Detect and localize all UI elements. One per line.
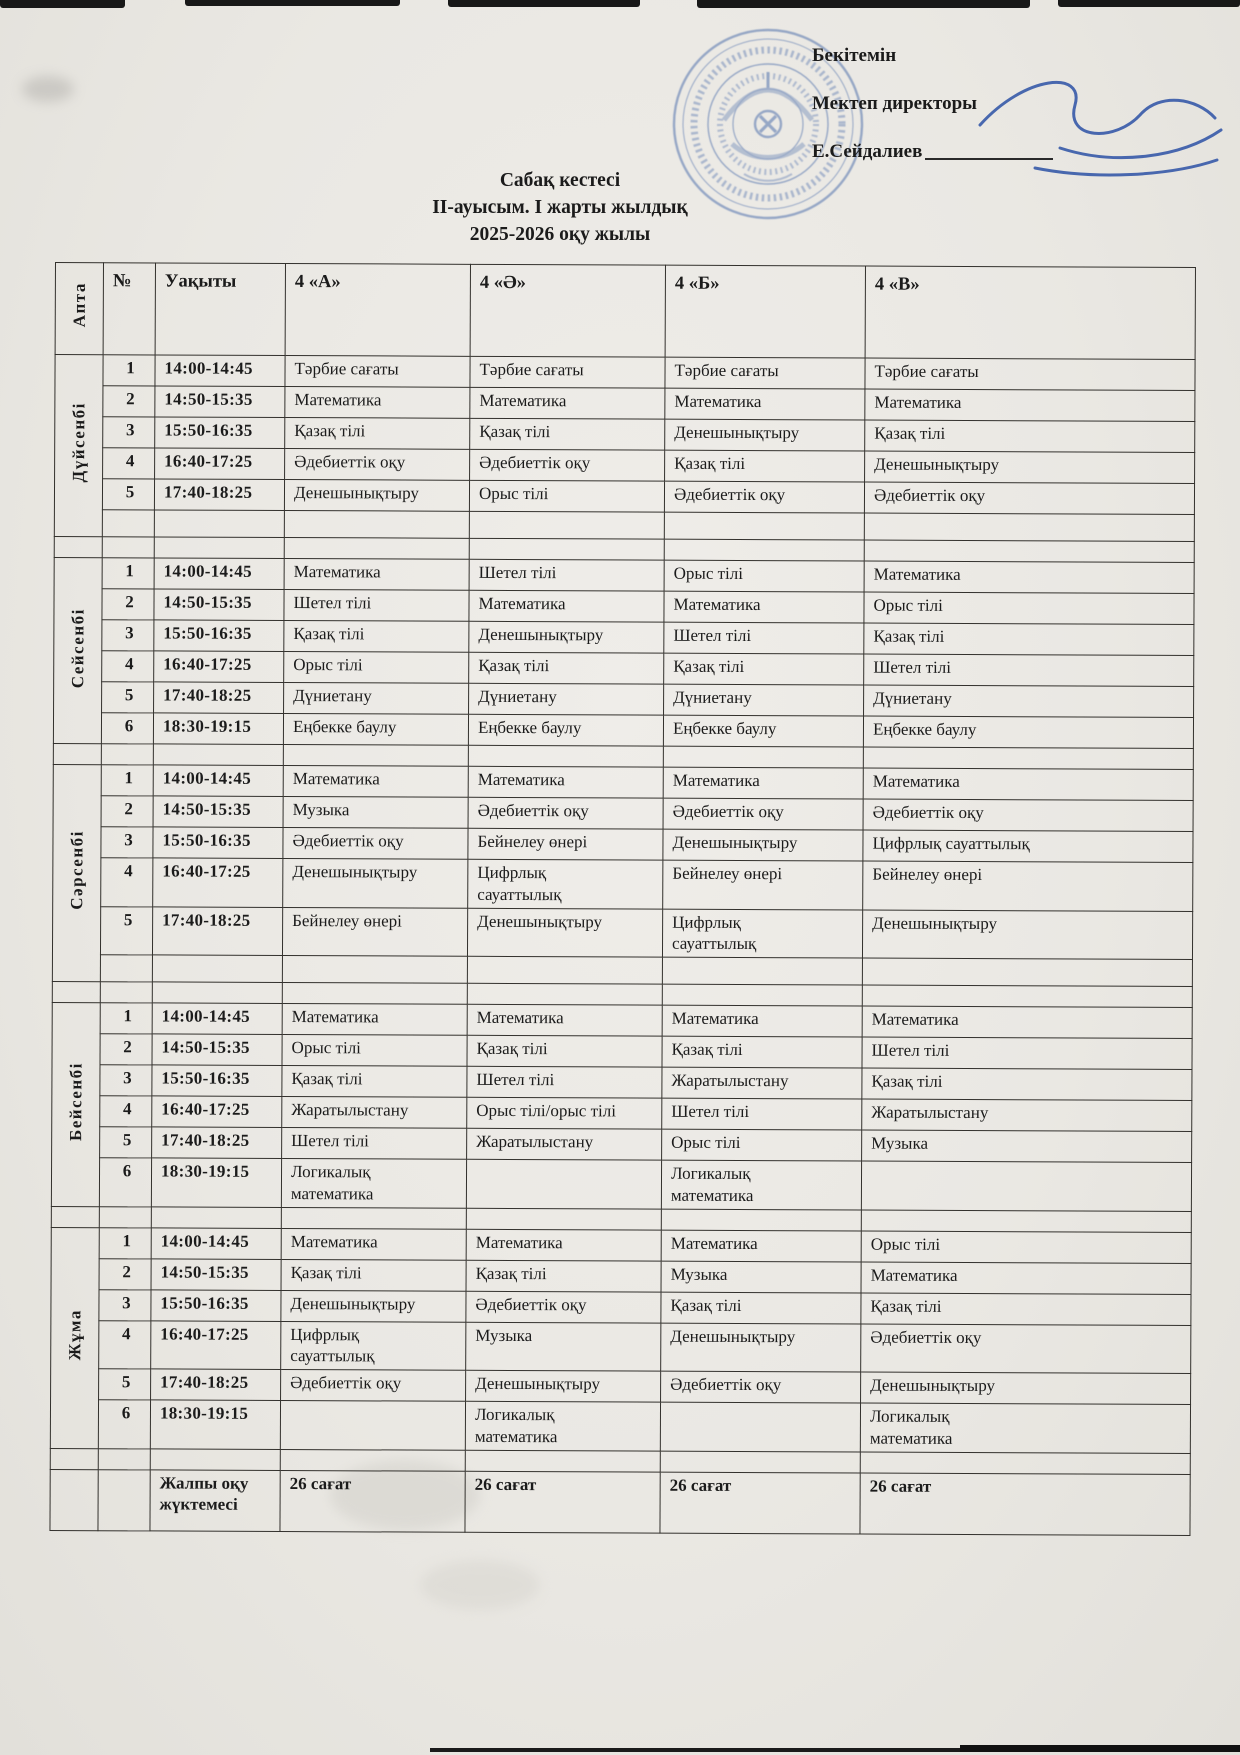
total-row xyxy=(50,1469,1190,1535)
scan-mark xyxy=(0,0,125,8)
lesson-time-cell: 17:40-18:25 xyxy=(151,1369,281,1401)
lesson-number-cell: 1 xyxy=(102,558,154,589)
lesson-row xyxy=(53,764,1193,800)
lesson-time-cell: 18:30-19:15 xyxy=(151,1158,281,1207)
day-label-cell xyxy=(50,1227,99,1448)
lesson-cell: Денешынықтыру xyxy=(862,910,1192,960)
lesson-cell: Әдебиеттік оқу xyxy=(863,799,1193,831)
lesson-cell: Қазақ тілі xyxy=(661,1292,861,1324)
scan-mark xyxy=(448,0,640,7)
lesson-cell: Бейнелеу өнері xyxy=(863,861,1193,911)
lesson-time-cell: 18:30-19:15 xyxy=(150,1400,280,1449)
lesson-cell: Математика xyxy=(665,388,865,420)
header-num: № xyxy=(103,263,155,355)
lesson-cell: Орыс тілі xyxy=(282,1034,467,1066)
lesson-time-cell: 17:40-18:25 xyxy=(152,1127,282,1159)
empty-cell xyxy=(664,512,864,540)
lesson-number-cell: 5 xyxy=(102,682,154,713)
lesson-cell: Математика xyxy=(864,561,1194,593)
separator-cell xyxy=(280,1449,465,1471)
lesson-cell: Шетел тілі xyxy=(662,1098,862,1130)
separator-cell xyxy=(154,537,284,559)
lesson-cell: Еңбекке баулу xyxy=(863,716,1193,748)
separator-cell xyxy=(51,1206,99,1227)
lesson-cell: Еңбекке баулу xyxy=(468,714,663,746)
lesson-cell: Дүниетану xyxy=(864,685,1194,717)
lesson-number-cell: 6 xyxy=(99,1158,151,1207)
lesson-cell: Математика xyxy=(664,591,864,623)
total-value-cell: 26 сағат xyxy=(660,1472,860,1534)
day-name: Сәрсенбі xyxy=(66,830,87,911)
lesson-cell: Денешынықтыру xyxy=(281,1290,466,1322)
separator-cell xyxy=(862,985,1192,1007)
lesson-cell: Шетел тілі xyxy=(282,1127,467,1159)
lesson-cell: Жаратылыстану xyxy=(662,1067,862,1099)
empty-cell xyxy=(100,955,152,982)
lesson-time-cell: 15:50-16:35 xyxy=(152,1065,282,1097)
lesson-cell: Бейнелеу өнері xyxy=(663,860,863,909)
lesson-time-cell: 16:40-17:25 xyxy=(152,1096,282,1128)
separator-cell xyxy=(54,536,102,557)
lesson-time-cell: 14:50-15:35 xyxy=(152,1034,282,1066)
lesson-number-cell: 1 xyxy=(99,1227,151,1258)
lesson-row xyxy=(54,681,1194,717)
header-time: Уақыты xyxy=(155,263,285,356)
director-name: Е.Сейдалиев xyxy=(812,141,923,162)
lesson-number-cell: 1 xyxy=(103,355,155,386)
lesson-row xyxy=(55,417,1195,453)
lesson-cell: Әдебиеттік оқу xyxy=(661,1371,861,1403)
header-day-label: Апта xyxy=(69,282,89,328)
lesson-cell: Қазақ тілі xyxy=(865,420,1195,452)
scan-mark xyxy=(1058,0,1240,7)
lesson-cell: Орыс тілі xyxy=(864,592,1194,624)
lesson-cell: Шетел тілі xyxy=(864,654,1194,686)
lesson-cell: Орыс тілі xyxy=(664,560,864,592)
lesson-cell: Бейнелеу өнері xyxy=(282,907,467,956)
lesson-cell: Шетел тілі xyxy=(469,559,664,591)
empty-cell xyxy=(662,957,862,985)
lesson-cell: Қазақ тілі xyxy=(285,418,470,450)
lesson-cell: Математика xyxy=(283,766,468,798)
total-day-cell xyxy=(50,1469,98,1530)
separator-cell xyxy=(467,983,662,1005)
lesson-cell: Денешынықтыру xyxy=(467,908,662,957)
day-name: Бейсенбі xyxy=(65,1061,86,1141)
header-class-4a: 4 «А» xyxy=(285,264,470,357)
day-label-cell xyxy=(54,355,103,537)
separator-cell xyxy=(52,981,100,1002)
empty-cell xyxy=(469,511,664,539)
lesson-time-cell: 14:50-15:35 xyxy=(155,386,285,418)
lesson-number-cell: 6 xyxy=(98,1400,150,1449)
lesson-time-cell: 18:30-19:15 xyxy=(153,713,283,745)
lesson-cell: Қазақ тілі xyxy=(282,1065,467,1097)
lesson-cell: Математика xyxy=(663,767,863,799)
lesson-cell: Қазақ тілі xyxy=(284,621,469,653)
lesson-cell: Цифрлық сауаттылық xyxy=(281,1321,466,1370)
lesson-cell: Дүниетану xyxy=(664,684,864,716)
lesson-time-cell: 14:50-15:35 xyxy=(154,589,284,621)
lesson-number-cell: 6 xyxy=(101,713,153,744)
separator-cell xyxy=(284,538,469,560)
lesson-cell: Орыс тілі/орыс тілі xyxy=(467,1097,662,1129)
lesson-cell: Математика xyxy=(282,1003,467,1035)
lesson-time-cell: 14:00-14:45 xyxy=(152,1003,282,1035)
lesson-time-cell: 14:00-14:45 xyxy=(153,765,283,797)
separator-cell xyxy=(863,747,1193,769)
header-class-4v: 4 «В» xyxy=(865,266,1195,359)
total-value-cell: 26 сағат xyxy=(280,1470,465,1532)
pencil-smudge xyxy=(22,76,74,102)
day-name: Дүйсенбі xyxy=(68,402,89,483)
lesson-time-cell: 16:40-17:25 xyxy=(153,858,283,907)
lesson-cell: Тәрбие сағаты xyxy=(285,356,470,388)
lesson-cell: Орыс тілі xyxy=(284,652,469,684)
lesson-cell: Орыс тілі xyxy=(861,1231,1191,1263)
total-num-cell xyxy=(98,1469,150,1530)
lesson-cell: Математика xyxy=(862,1006,1192,1038)
lesson-row xyxy=(54,479,1194,515)
empty-cell xyxy=(864,513,1194,541)
lesson-cell: Әдебиеттік оқу xyxy=(470,449,665,481)
separator-cell xyxy=(468,745,663,767)
separator-cell xyxy=(664,539,864,561)
separator-cell xyxy=(98,1448,150,1469)
lesson-row xyxy=(54,619,1194,655)
lesson-cell: Шетел тілі xyxy=(664,622,864,654)
empty-cell xyxy=(862,958,1192,986)
lesson-cell: Логикалық математика xyxy=(661,1160,861,1209)
lesson-cell: Логикалық математика xyxy=(465,1401,660,1450)
header-day-column xyxy=(55,263,103,355)
separator-cell xyxy=(662,984,862,1006)
separator-cell xyxy=(661,1209,861,1231)
lesson-cell: Шетел тілі xyxy=(862,1037,1192,1069)
lesson-cell: Еңбекке баулу xyxy=(283,714,468,746)
lesson-cell: Денешынықтыру xyxy=(469,621,664,653)
lesson-time-cell: 14:00-14:45 xyxy=(154,558,284,590)
lesson-cell: Денешынықтыру xyxy=(663,829,863,861)
lesson-cell: Жаратылыстану xyxy=(862,1099,1192,1131)
header-class-4ae: 4 «Ә» xyxy=(470,264,665,357)
lesson-cell: Қазақ тілі xyxy=(466,1260,661,1292)
scan-mark xyxy=(185,0,400,6)
lesson-cell: Жаратылыстану xyxy=(467,1128,662,1160)
lesson-cell: Денешынықтыру xyxy=(466,1370,661,1402)
lesson-cell: Математика xyxy=(284,559,469,591)
lesson-cell: Қазақ тілі xyxy=(861,1293,1191,1325)
lesson-row xyxy=(51,1368,1191,1404)
separator-cell xyxy=(99,1206,151,1227)
lesson-cell: Қазақ тілі xyxy=(470,418,665,450)
lesson-time-cell: 15:50-16:35 xyxy=(151,1289,281,1321)
lesson-time-cell: 15:50-16:35 xyxy=(153,827,283,859)
separator-cell xyxy=(281,1207,466,1229)
bleedthrough-smudge xyxy=(420,1560,540,1610)
lesson-cell: Математика xyxy=(861,1262,1191,1294)
lesson-row xyxy=(51,1227,1191,1263)
separator-cell xyxy=(465,1450,660,1472)
scan-mark xyxy=(697,0,1030,8)
lesson-cell: Тәрбие сағаты xyxy=(470,356,665,388)
lesson-time-cell: 14:00-14:45 xyxy=(151,1227,281,1259)
lesson-cell: Логикалық математика xyxy=(281,1158,466,1207)
schedule-table xyxy=(49,262,1196,1535)
lesson-number-cell: 3 xyxy=(103,417,155,448)
lesson-time-cell: 16:40-17:25 xyxy=(151,1320,281,1369)
lesson-row xyxy=(51,1289,1191,1325)
lesson-time-cell: 17:40-18:25 xyxy=(152,906,282,955)
lesson-cell: Математика xyxy=(469,590,664,622)
lesson-time-cell: 14:00-14:45 xyxy=(155,355,285,387)
schedule-table-wrap xyxy=(49,262,1196,1535)
separator-cell xyxy=(151,1206,281,1228)
lesson-row xyxy=(55,355,1195,391)
separator-cell xyxy=(100,982,152,1003)
lesson-cell: Еңбекке баулу xyxy=(663,715,863,747)
lesson-cell: Дүниетану xyxy=(469,683,664,715)
lesson-cell: Денешынықтыру xyxy=(665,419,865,451)
separator-cell xyxy=(50,1448,98,1469)
lesson-cell xyxy=(660,1402,860,1451)
lesson-cell: Денешынықтыру xyxy=(661,1323,861,1372)
lesson-cell: Қазақ тілі xyxy=(864,623,1194,655)
lesson-time-cell: 14:50-15:35 xyxy=(151,1258,281,1290)
lesson-cell: Қазақ тілі xyxy=(469,652,664,684)
lesson-cell: Денешынықтыру xyxy=(861,1372,1191,1404)
lesson-number-cell: 4 xyxy=(101,858,153,907)
title-line-3: 2025-2026 оқу жылы xyxy=(469,223,651,245)
lesson-number-cell: 1 xyxy=(101,765,153,796)
lesson-cell: Денешынықтыру xyxy=(283,859,468,908)
lesson-cell: Математика xyxy=(466,1229,661,1261)
empty-cell xyxy=(102,510,154,537)
lesson-cell: Математика xyxy=(467,1004,662,1036)
lesson-cell: Тәрбие сағаты xyxy=(865,358,1195,390)
lesson-number-cell: 1 xyxy=(100,1003,152,1034)
lesson-cell: Шетел тілі xyxy=(284,590,469,622)
lesson-number-cell: 2 xyxy=(99,1258,151,1289)
separator-cell xyxy=(860,1452,1190,1474)
separator-cell xyxy=(153,744,283,766)
lesson-number-cell: 3 xyxy=(99,1289,151,1320)
lesson-cell: Шетел тілі xyxy=(467,1066,662,1098)
lesson-cell: Музыка xyxy=(466,1322,661,1371)
lesson-row xyxy=(53,712,1193,748)
lesson-cell: Әдебиеттік оқу xyxy=(663,798,863,830)
lesson-row xyxy=(50,1399,1190,1452)
lesson-cell: Цифрлық сауаттылық xyxy=(863,830,1193,862)
approval-line-2: Мектеп директоры xyxy=(812,93,978,114)
lesson-time-cell: 14:50-15:35 xyxy=(153,796,283,828)
empty-cell xyxy=(284,511,469,539)
lesson-cell: Денешынықтыру xyxy=(284,480,469,512)
day-name: Жұма xyxy=(64,1309,85,1361)
lesson-number-cell: 4 xyxy=(103,448,155,479)
total-value-cell: 26 сағат xyxy=(465,1471,660,1533)
lesson-number-cell: 2 xyxy=(100,1034,152,1065)
lesson-number-cell: 4 xyxy=(100,1096,152,1127)
empty-cell xyxy=(152,955,282,983)
lesson-cell: Әдебиеттік оқу xyxy=(285,449,470,481)
lesson-cell: Жаратылыстану xyxy=(282,1096,467,1128)
separator-cell xyxy=(152,982,282,1004)
lesson-number-cell: 4 xyxy=(102,651,154,682)
schedule-body xyxy=(50,355,1195,1535)
header-class-4b: 4 «Б» xyxy=(665,265,865,358)
total-value-cell: 26 сағат xyxy=(860,1473,1190,1535)
separator-cell xyxy=(101,744,153,765)
lesson-number-cell: 2 xyxy=(101,796,153,827)
separator-cell xyxy=(660,1451,860,1473)
lesson-time-cell: 15:50-16:35 xyxy=(155,417,285,449)
lesson-cell: Математика xyxy=(468,766,663,798)
lesson-row xyxy=(54,557,1194,593)
lesson-row xyxy=(51,1258,1191,1294)
day-label-cell xyxy=(51,1002,100,1206)
separator-cell xyxy=(282,982,467,1004)
lesson-cell: Математика xyxy=(285,387,470,419)
day-label-cell xyxy=(52,764,101,981)
lesson-number-cell: 5 xyxy=(100,1127,152,1158)
lesson-row xyxy=(52,1002,1192,1038)
lesson-number-cell: 3 xyxy=(102,620,154,651)
lesson-cell: Логикалық математика xyxy=(860,1403,1190,1453)
lesson-row xyxy=(52,1064,1192,1100)
lesson-cell: Дүниетану xyxy=(284,683,469,715)
lesson-cell: Әдебиеттік оқу xyxy=(864,482,1194,514)
day-name: Сейсенбі xyxy=(67,607,88,688)
separator-cell xyxy=(663,746,863,768)
lesson-cell: Әдебиеттік оқу xyxy=(664,481,864,513)
lesson-cell: Әдебиеттік оқу xyxy=(861,1324,1191,1374)
lesson-cell: Математика xyxy=(662,1005,862,1037)
lesson-row xyxy=(53,857,1193,910)
lesson-number-cell: 3 xyxy=(101,827,153,858)
lesson-row xyxy=(53,826,1193,862)
separator-cell xyxy=(864,540,1194,562)
lesson-cell: Математика xyxy=(865,389,1195,421)
lesson-cell: Әдебиеттік оқу xyxy=(281,1369,466,1401)
lesson-cell: Қазақ тілі xyxy=(664,653,864,685)
lesson-time-cell: 17:40-18:25 xyxy=(154,479,284,511)
lesson-row xyxy=(55,386,1195,422)
lesson-time-cell: 15:50-16:35 xyxy=(154,620,284,652)
lesson-cell: Орыс тілі xyxy=(662,1129,862,1161)
lesson-time-cell: 16:40-17:25 xyxy=(154,651,284,683)
lesson-cell: Қазақ тілі xyxy=(665,450,865,482)
lesson-cell: Қазақ тілі xyxy=(862,1068,1192,1100)
lesson-cell: Денешынықтыру xyxy=(865,451,1195,483)
lesson-cell: Математика xyxy=(863,768,1193,800)
lesson-cell xyxy=(861,1161,1191,1211)
lesson-cell: Музыка xyxy=(862,1130,1192,1162)
lesson-number-cell: 5 xyxy=(100,906,152,955)
lesson-time-cell: 16:40-17:25 xyxy=(155,448,285,480)
lesson-cell: Тәрбие сағаты xyxy=(665,357,865,389)
separator-cell xyxy=(283,745,468,767)
lesson-cell: Қазақ тілі xyxy=(662,1036,862,1068)
lesson-cell xyxy=(466,1159,661,1208)
lesson-row xyxy=(52,906,1192,959)
separator-cell xyxy=(150,1448,280,1470)
empty-cell xyxy=(467,956,662,984)
lesson-row xyxy=(51,1157,1191,1210)
separator-cell xyxy=(466,1208,661,1230)
lesson-cell: Музыка xyxy=(283,797,468,829)
scan-edge-artifact-bottom-dark xyxy=(960,1745,1240,1752)
separator-cell xyxy=(53,743,101,764)
lesson-cell: Қазақ тілі xyxy=(281,1259,466,1291)
separator-cell xyxy=(861,1210,1191,1232)
lesson-row xyxy=(52,1126,1192,1162)
lesson-number-cell: 3 xyxy=(100,1065,152,1096)
lesson-cell: Әдебиеттік оқу xyxy=(466,1291,661,1323)
total-label-cell: Жалпы оқу жүктемесі xyxy=(150,1469,280,1531)
header-row xyxy=(55,263,1195,360)
lesson-cell: Әдебиеттік оқу xyxy=(468,797,663,829)
lesson-cell: Цифрлық сауаттылық xyxy=(662,909,862,958)
lesson-time-cell: 17:40-18:25 xyxy=(154,682,284,714)
approval-line-1: Бекітемін xyxy=(812,45,897,66)
lesson-cell: Музыка xyxy=(661,1261,861,1293)
lesson-cell: Бейнелеу өнері xyxy=(468,828,663,860)
lesson-row xyxy=(51,1320,1191,1373)
separator-cell xyxy=(469,538,664,560)
lesson-number-cell: 2 xyxy=(103,386,155,417)
lesson-cell: Цифрлық сауаттылық xyxy=(468,859,663,908)
lesson-number-cell: 4 xyxy=(99,1320,151,1369)
lesson-cell xyxy=(280,1400,465,1449)
lesson-row xyxy=(52,1033,1192,1069)
lesson-number-cell: 5 xyxy=(99,1369,151,1400)
day-label-cell xyxy=(53,557,102,743)
empty-cell xyxy=(282,955,467,983)
lesson-cell: Математика xyxy=(661,1230,861,1262)
lesson-cell: Математика xyxy=(470,387,665,419)
lesson-cell: Қазақ тілі xyxy=(467,1035,662,1067)
title-line-1: Сабақ кестесі xyxy=(499,170,621,191)
lesson-number-cell: 5 xyxy=(102,479,154,510)
lesson-row xyxy=(54,650,1194,686)
lesson-row xyxy=(54,588,1194,624)
lesson-row xyxy=(52,1095,1192,1131)
lesson-cell: Орыс тілі xyxy=(469,480,664,512)
lesson-row xyxy=(55,448,1195,484)
document-title-block xyxy=(230,168,890,249)
lesson-number-cell: 2 xyxy=(102,589,154,620)
lesson-cell: Әдебиеттік оқу xyxy=(283,828,468,860)
separator-cell xyxy=(102,537,154,558)
title-line-2: II-ауысым. I жарты жылдық xyxy=(432,196,688,218)
lesson-cell: Математика xyxy=(281,1228,466,1260)
lesson-row xyxy=(53,795,1193,831)
empty-cell xyxy=(154,510,284,538)
director-signature-icon xyxy=(965,70,1235,190)
